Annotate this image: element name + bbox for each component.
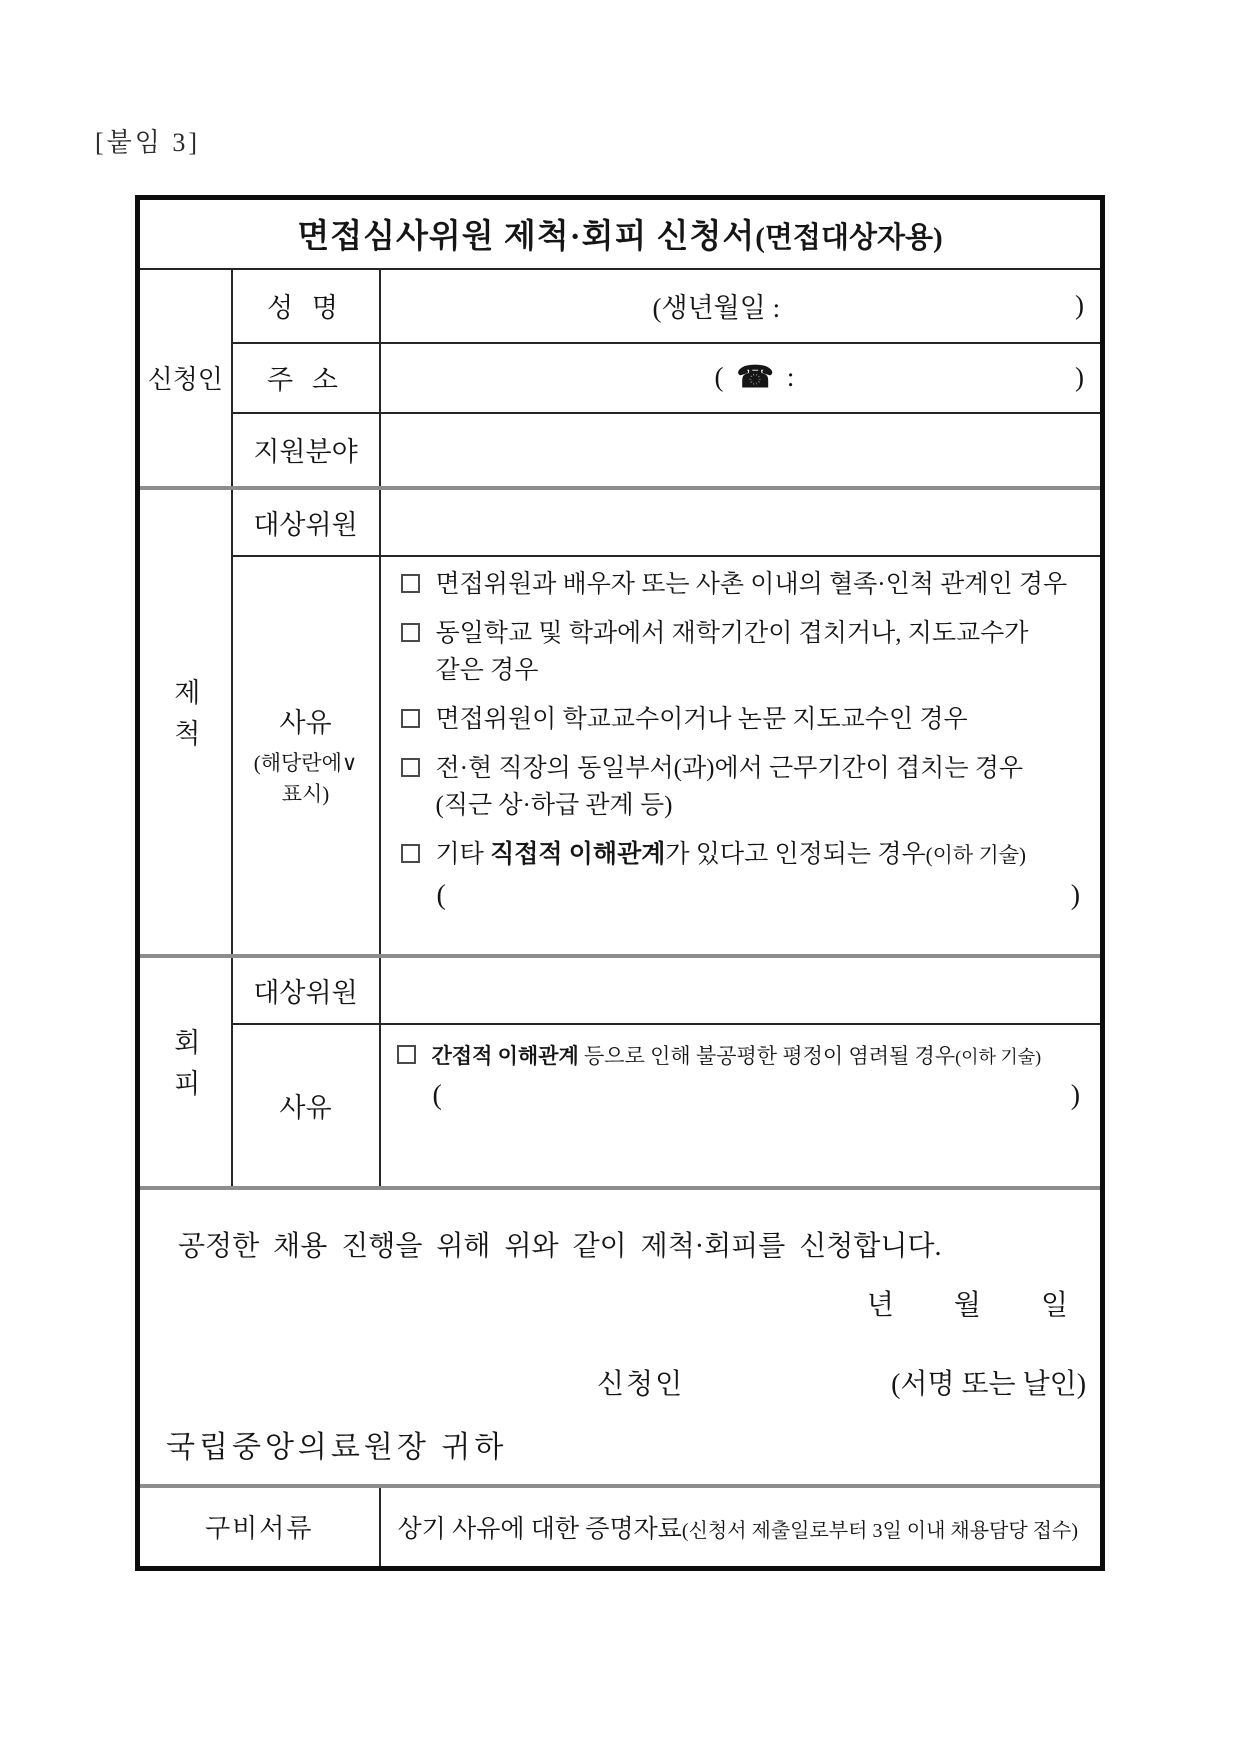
recusal-reason-label: 사유 bbox=[232, 1024, 380, 1188]
form-title-suffix: (면접대상자용) bbox=[755, 222, 943, 255]
phone-paren-open: ( bbox=[714, 362, 724, 392]
application-form-table bbox=[135, 195, 1105, 1571]
applicant-section-label: 신청인 bbox=[138, 269, 232, 488]
exclusion-section-label: 제척 bbox=[169, 678, 200, 760]
name-label: 성 명 bbox=[232, 269, 380, 343]
documents-label: 구비서류 bbox=[138, 1486, 380, 1569]
exclusion-reason-note: (해당란에∨ 표시) bbox=[253, 751, 358, 806]
form-title: 면접심사위원 제척·회피 신청서 bbox=[297, 219, 756, 256]
exclusion-reason-label: 사유 bbox=[279, 708, 332, 739]
checkbox-icon[interactable] bbox=[401, 709, 420, 728]
form-title-cell bbox=[138, 198, 1103, 269]
exclusion-reasons-cell bbox=[380, 556, 1103, 956]
date-day-label: 일 bbox=[1040, 1289, 1069, 1321]
phone-suffix: ) bbox=[1075, 362, 1085, 392]
signature-applicant-label: 신청인 bbox=[597, 1368, 685, 1400]
field-value-cell bbox=[380, 413, 1103, 488]
checkbox-icon[interactable] bbox=[401, 574, 420, 593]
exclusion-reason-item: 면접위원과 배우자 또는 사촌 이내의 혈족·인척 관계인 경우 bbox=[401, 566, 1093, 603]
date-year-label: 년 bbox=[866, 1289, 894, 1321]
declaration-date-line bbox=[867, 1283, 1068, 1323]
name-value-cell bbox=[380, 269, 1103, 343]
recusal-write-in-area: ( ) bbox=[432, 1079, 1081, 1111]
exclusion-reason-item: 기타 직접적 이해관계가 있다고 인정되는 경우(이하 기술) bbox=[401, 836, 1093, 874]
address-label: 주 소 bbox=[232, 343, 380, 413]
birthdate-suffix: ) bbox=[1075, 290, 1085, 320]
checkbox-icon[interactable] bbox=[401, 758, 420, 777]
exclusion-target-label: 대상위원 bbox=[232, 488, 380, 556]
phone-colon: : bbox=[786, 362, 795, 392]
birthdate-prefix: (생년월일 : bbox=[652, 293, 781, 323]
exclusion-write-in-area: ( ) bbox=[436, 879, 1081, 911]
documents-value-cell: 상기 사유에 대한 증명자료(신청서 제출일로부터 3일 이내 채용담당 접수) bbox=[380, 1486, 1103, 1569]
checkbox-icon[interactable] bbox=[401, 623, 420, 642]
exclusion-reason-label-cell bbox=[232, 556, 380, 956]
declaration-statement: 공정한 채용 진행을 위해 위와 같이 제척·회피를 신청합니다. bbox=[178, 1230, 942, 1262]
declaration-cell bbox=[138, 1188, 1103, 1486]
recusal-target-label: 대상위원 bbox=[232, 956, 380, 1024]
exclusion-section-cell bbox=[138, 488, 232, 956]
signature-note: (서명 또는 날인) bbox=[891, 1368, 1087, 1400]
recipient-line: 국립중앙의료원장 귀하 bbox=[166, 1430, 508, 1464]
recusal-section-cell bbox=[138, 956, 232, 1188]
recusal-reason-cell bbox=[380, 1024, 1103, 1188]
checkbox-icon[interactable] bbox=[397, 1045, 416, 1064]
exclusion-target-value-cell bbox=[380, 488, 1103, 556]
exclusion-reason-item: 동일학교 및 학과에서 재학기간이 겹치거나, 지도교수가 같은 경우 bbox=[401, 615, 1093, 689]
checkbox-icon[interactable] bbox=[401, 844, 420, 863]
phone-icon: ☎ bbox=[736, 361, 774, 394]
exclusion-reason-item: 면접위원이 학교교수이거나 논문 지도교수인 경우 bbox=[401, 701, 1093, 738]
attachment-label: [붙임 3] bbox=[95, 128, 201, 157]
recusal-section-label: 회피 bbox=[169, 1028, 200, 1110]
form-container bbox=[135, 195, 1105, 1571]
recusal-reason-item: 간접적 이해관계 등으로 인해 불공평한 평정이 염려될 경우(이하 기술) bbox=[397, 1039, 1093, 1074]
address-value-cell bbox=[380, 343, 1103, 413]
date-month-label: 월 bbox=[953, 1289, 981, 1321]
field-label: 지원분야 bbox=[232, 413, 380, 488]
exclusion-reason-item: 전·현 직장의 동일부서(과)에서 근무기간이 겹치는 경우 (직근 상·하급 관계 등) bbox=[401, 750, 1093, 824]
recusal-target-value-cell bbox=[380, 956, 1103, 1024]
